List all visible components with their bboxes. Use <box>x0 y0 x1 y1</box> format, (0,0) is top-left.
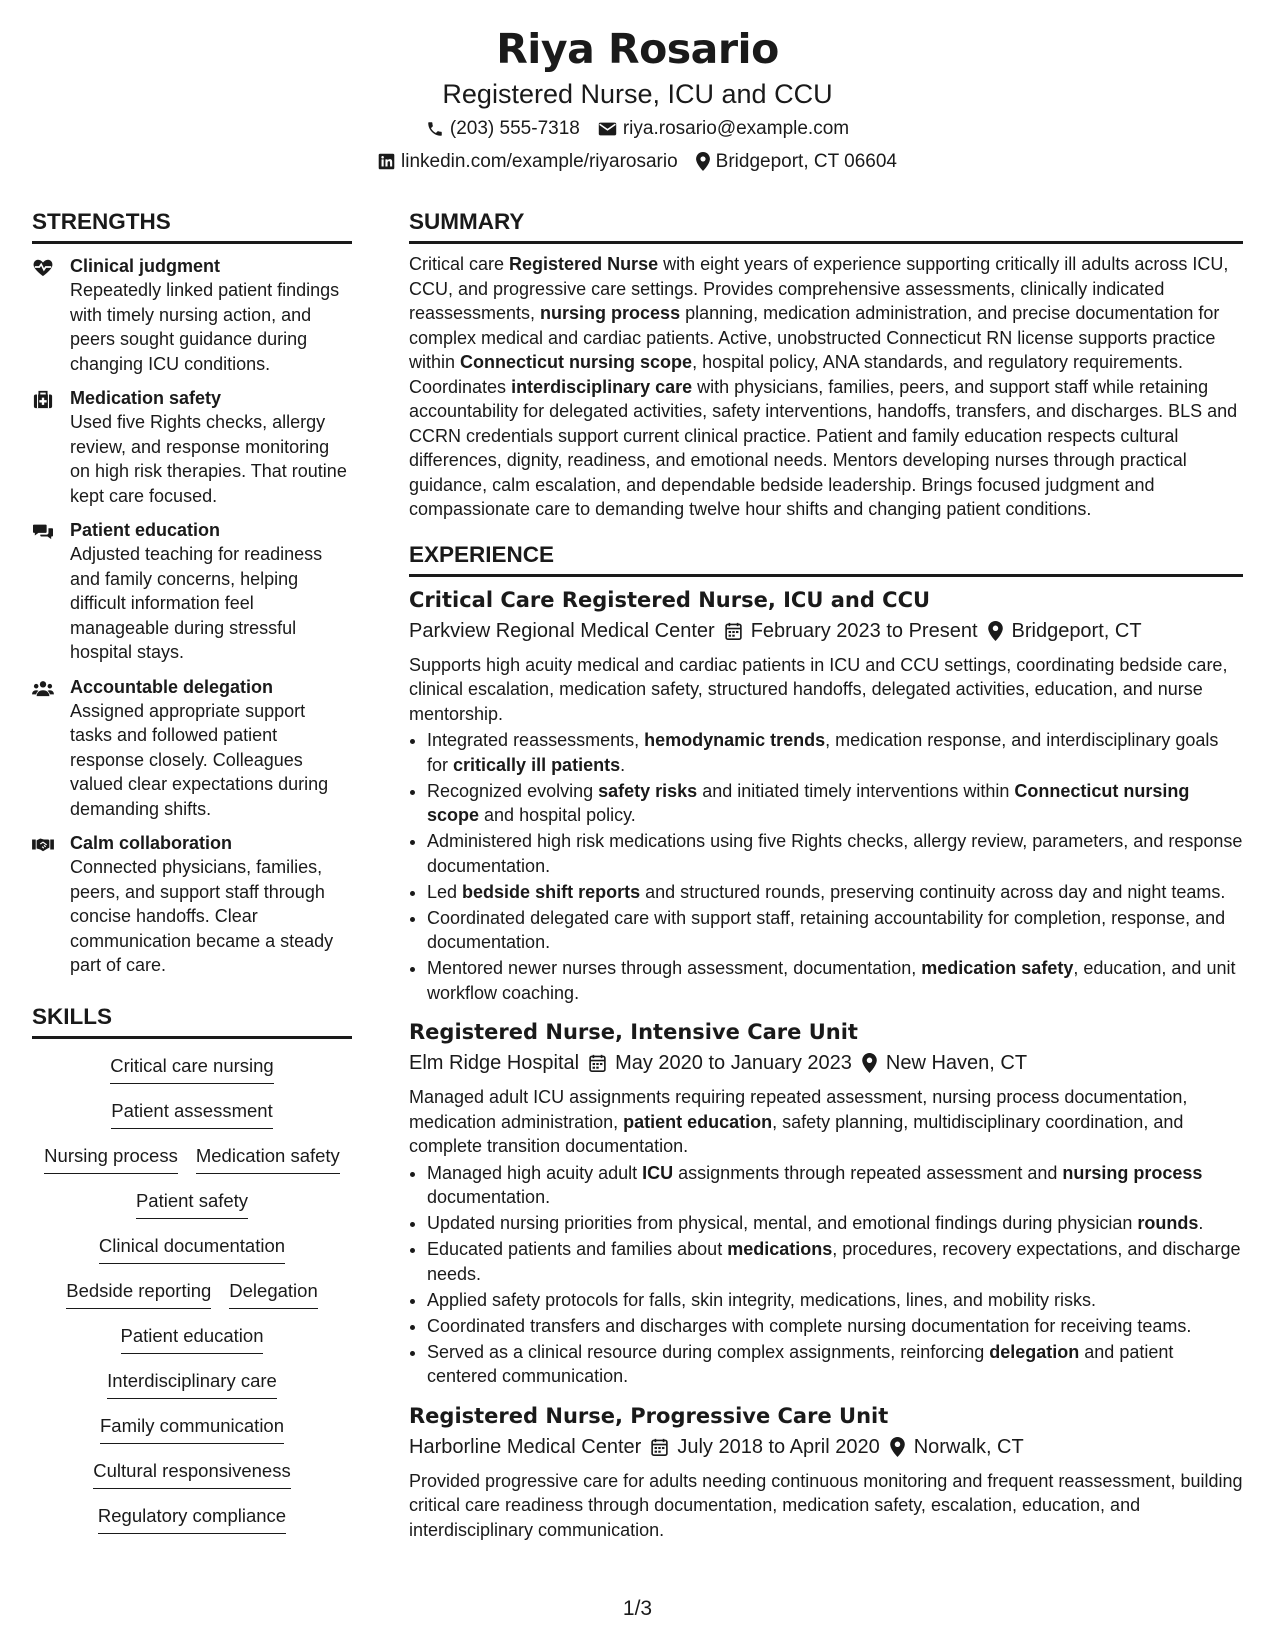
envelope-icon <box>598 121 617 137</box>
strength-body <box>70 518 352 665</box>
employer-name: Elm Ridge Hospital <box>409 1052 580 1074</box>
calendar-icon <box>725 622 742 640</box>
bullet-item: • Managed high acuity adult ICU assignments through repeated assessment and nursing process documentation. <box>427 1161 1243 1210</box>
skill-row <box>32 1092 352 1137</box>
job-title: Registered Nurse, Intensive Care Unit <box>409 1020 858 1044</box>
bold-keyword: nursing process <box>1062 1162 1203 1183</box>
location-text: Bridgeport, CT 06604 <box>715 151 897 172</box>
job-dates-text: May 2020 to January 2023 <box>615 1052 852 1074</box>
calendar-icon <box>651 1438 668 1456</box>
job-location-text: Norwalk, CT <box>913 1435 1024 1458</box>
job-location-text: Bridgeport, CT <box>1011 619 1142 642</box>
skill-row <box>32 1497 352 1542</box>
bold-keyword: delegation <box>989 1341 1080 1362</box>
strength-item <box>32 386 352 508</box>
bold-keyword: ICU <box>642 1162 674 1183</box>
bold-keyword: rounds <box>1137 1213 1199 1233</box>
employer-name: Parkview Regional Medical Center <box>409 619 715 642</box>
bold-keyword: patient education <box>623 1111 773 1132</box>
strength-description: Connected physicians, families, peers, and support staff through concise handoffs. Clear communication became a steady part of care. <box>70 857 334 975</box>
strength-description: Used five Rights checks, allergy review, and response monitoring on high risk therapies. That routine kept care focused. <box>70 412 347 506</box>
strength-item <box>32 254 352 376</box>
users-icon <box>32 675 58 822</box>
bullet-item: • Administered high risk medications using five Rights checks, allergy review, parameters, and response documentation. <box>427 829 1243 878</box>
skill-row <box>32 1272 352 1317</box>
handshake-icon <box>32 831 58 978</box>
strength-item <box>32 675 352 822</box>
jobs-list <box>409 585 1243 1543</box>
strength-title: Medication safety <box>70 388 222 408</box>
job-dates-text: July 2018 to April 2020 <box>677 1435 880 1458</box>
job-dates <box>725 615 978 647</box>
map-marker-icon <box>890 1437 905 1457</box>
job-location <box>862 1047 1027 1079</box>
skill-row <box>32 1182 352 1227</box>
job-meta <box>409 615 1243 647</box>
bullet-item: • Integrated reassessments, hemodynamic trends, medication response, and interdisciplinary goals for critically ill patients. <box>427 728 1243 777</box>
bullet-item: • Coordinated transfers and discharges with complete nursing documentation for receiving teams. <box>427 1314 1243 1339</box>
strength-body <box>70 831 352 978</box>
bold-keyword: interdisciplinary care <box>511 376 693 397</box>
right-column <box>409 207 1243 1542</box>
bold-keyword: safety risks <box>598 780 698 801</box>
medkit-icon <box>32 386 58 508</box>
comments-icon <box>32 518 58 665</box>
email-item[interactable] <box>598 112 849 145</box>
strength-body <box>70 675 352 822</box>
job-entry <box>409 585 1243 1006</box>
strength-description: Repeatedly linked patient findings with timely nursing action, and peers sought guidance during changing ICU conditions. <box>70 280 340 374</box>
job-description: Supports high acuity medical and cardiac patients in ICU and CCU settings, coordinating bedside care, clinical escalation, medication safety, structured handoffs, delegated activities, education, and nurse mentorship. <box>409 654 1228 724</box>
email-text[interactable]: riya.rosario@example.com <box>622 118 850 139</box>
strength-body <box>70 386 352 508</box>
job-description: Managed adult ICU assignments requiring repeated assessment, nursing process documentation, medication administration, patient education, safety planning, multidisciplinary coordination, and complete transition documentation. <box>409 1087 1188 1156</box>
left-column <box>32 207 352 1542</box>
bullet-item: • Mentored newer nurses through assessment, documentation, medication safety, education, and unit workflow coaching. <box>427 956 1243 1005</box>
summary-text: Critical care Registered Nurse with eight years of experience supporting critically ill adults across ICU, CCU, and progressive care settings. Provides comprehensive assessments, clinically indicated reassessments, nursing process planning, medication administration, and precise documentation for complex medical and cardiac patients. Active, unobstructed Connecticut RN license supports practice within Connecticut nursing scope, hospital policy, ANA standards, and regulatory requirements. Coordinates interdisciplinary care with physicians, families, peers, and support staff while retaining accountability for delegated activities, safety interventions, handoffs, transfers, and discharges. BLS and CCRN credentials support current clinical practice. Patient and family education respects cultural differences, dignity, readiness, and emotional needs. Mentors developing nurses through practical guidance, calm escalation, and dependable bedside leadership. Brings focused judgment and compassionate care to demanding twelve hour shifts and changing patient conditions. <box>409 254 1238 519</box>
skill-tag: Nursing process <box>44 1143 178 1174</box>
job-entry <box>409 1017 1243 1389</box>
contact-row-1 <box>0 112 1275 145</box>
job-meta <box>409 1047 1243 1079</box>
map-marker-icon <box>988 621 1003 641</box>
skill-row <box>32 1227 352 1272</box>
strength-description: Adjusted teaching for readiness and family concerns, helping difficult information feel manageable during stressful hospital stays. <box>70 544 323 662</box>
bold-keyword: medication safety <box>921 958 1074 978</box>
strengths-list <box>32 254 352 978</box>
skills-section <box>32 1002 352 1542</box>
strength-body <box>70 254 352 376</box>
bold-keyword: bedside shift reports <box>462 881 641 902</box>
linkedin-text[interactable]: linkedin.com/example/riyarosario <box>401 151 678 172</box>
skill-tag: Cultural responsiveness <box>93 1458 290 1489</box>
skills-list <box>32 1047 352 1542</box>
phone-item <box>426 112 580 145</box>
location-item <box>696 145 897 178</box>
skill-tag: Regulatory compliance <box>98 1503 286 1534</box>
linkedin-item[interactable] <box>378 145 678 178</box>
heartbeat-icon <box>32 254 58 376</box>
skill-tag: Bedside reporting <box>66 1278 211 1309</box>
skill-tag: Delegation <box>229 1278 317 1309</box>
skill-row <box>32 1452 352 1497</box>
skill-tag: Patient education <box>121 1323 264 1354</box>
bold-keyword: nursing process <box>540 303 681 323</box>
skill-tag: Medication safety <box>196 1143 340 1174</box>
strength-item <box>32 518 352 665</box>
phone-text: (203) 555-7318 <box>449 118 580 139</box>
skill-tag: Interdisciplinary care <box>107 1368 277 1399</box>
experience-section <box>409 540 1243 1543</box>
resume-header <box>0 20 1275 178</box>
candidate-name: Riya Rosario <box>496 25 779 73</box>
skill-tag: Critical care nursing <box>110 1053 273 1084</box>
bold-keyword: hemodynamic trends <box>644 730 826 750</box>
job-entry <box>409 1401 1243 1543</box>
skill-row <box>32 1317 352 1362</box>
strength-description: Assigned appropriate support tasks and followed patient response closely. Colleagues valued clear expectations during demanding shifts. <box>70 700 329 819</box>
job-dates <box>651 1431 879 1463</box>
bullet-item: • Coordinated delegated care with support staff, retaining accountability for completion, response, and documentation. <box>427 906 1243 955</box>
strength-item <box>32 831 352 978</box>
strength-title: Accountable delegation <box>70 676 274 697</box>
skill-row <box>32 1047 352 1092</box>
skill-row <box>32 1407 352 1452</box>
map-marker-icon <box>862 1053 877 1073</box>
map-marker-icon <box>696 152 710 171</box>
skill-row <box>32 1137 352 1182</box>
bullet-item: • Updated nursing priorities from physical, mental, and emotional findings during physician rounds. <box>427 1211 1243 1236</box>
job-location <box>988 615 1142 647</box>
skill-row <box>32 1362 352 1407</box>
skill-tag: Patient assessment <box>111 1098 272 1129</box>
job-bullets <box>409 1161 1243 1389</box>
job-bullets <box>409 728 1243 1005</box>
bold-keyword: Connecticut nursing scope <box>427 780 1190 825</box>
strength-title: Calm collaboration <box>70 833 233 853</box>
strengths-heading: STRENGTHS <box>32 207 352 244</box>
strength-title: Patient education <box>70 520 221 540</box>
candidate-title: Registered Nurse, ICU and CCU <box>442 79 833 109</box>
bullet-item: • Recognized evolving safety risks and initiated timely interventions within Connecticut nursing scope and hospital policy. <box>427 779 1243 828</box>
bullet-item: • Educated patients and families about medications, procedures, recovery expectations, and discharge needs. <box>427 1237 1243 1286</box>
experience-heading: EXPERIENCE <box>409 540 1243 577</box>
bold-keyword: Connecticut nursing scope <box>460 352 693 372</box>
job-location-text: New Haven, CT <box>885 1052 1028 1074</box>
summary-heading: SUMMARY <box>409 207 1243 244</box>
job-dates-text: February 2023 to Present <box>750 619 978 642</box>
bold-keyword: Registered Nurse <box>509 254 659 274</box>
employer-name: Harborline Medical Center <box>409 1435 642 1458</box>
page-number: 1/3 <box>622 1597 653 1620</box>
bullet-item: • Served as a clinical resource during complex assignments, reinforcing delegation and patient centered communication. <box>427 1340 1243 1389</box>
contact-row-2 <box>0 145 1275 178</box>
job-location <box>890 1431 1024 1463</box>
skill-tag: Patient safety <box>136 1188 248 1219</box>
calendar-icon <box>589 1054 606 1072</box>
bold-keyword: critically ill patients <box>453 754 621 775</box>
job-title: Critical Care Registered Nurse, ICU and CCU <box>409 587 931 612</box>
skills-heading: SKILLS <box>32 1002 352 1039</box>
strength-title: Clinical judgment <box>70 256 221 276</box>
bullet-item: • Applied safety protocols for falls, skin integrity, medications, lines, and mobility risks. <box>427 1288 1243 1313</box>
skill-tag: Clinical documentation <box>99 1233 285 1264</box>
job-dates <box>589 1047 852 1079</box>
linkedin-icon <box>378 153 395 170</box>
skill-tag: Family communication <box>100 1413 284 1444</box>
bold-keyword: medications <box>727 1239 833 1259</box>
bullet-item: • Led bedside shift reports and structured rounds, preserving continuity across day and night teams. <box>427 880 1243 905</box>
phone-icon <box>426 120 444 138</box>
job-title: Registered Nurse, Progressive Care Unit <box>409 1403 889 1428</box>
job-description: Provided progressive care for adults needing continuous monitoring and frequent reassessment, building critical care readiness through documentation, medication safety, escalation, education, and interdisciplinary communication. <box>409 1470 1243 1540</box>
job-meta <box>409 1431 1243 1463</box>
